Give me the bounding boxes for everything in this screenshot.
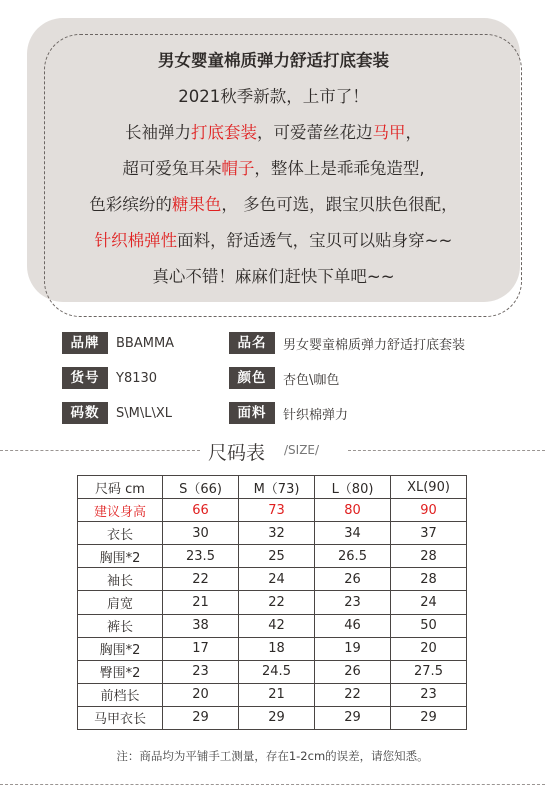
table-cell: 37 <box>391 522 467 545</box>
table-cell: 29 <box>239 706 315 729</box>
table-cell: 29 <box>163 706 239 729</box>
table-cell: 22 <box>239 591 315 614</box>
table-cell: 28 <box>391 568 467 591</box>
table-cell: 24.5 <box>239 660 315 683</box>
table-cell: 34 <box>315 522 391 545</box>
table-cell: 22 <box>315 683 391 706</box>
column-header: S（66) <box>163 476 239 499</box>
table-cell: 20 <box>391 637 467 660</box>
intro-text: 色彩缤纷的 <box>89 195 172 214</box>
table-cell: 21 <box>239 683 315 706</box>
table-row <box>78 614 467 637</box>
spec-brand <box>62 330 174 356</box>
table-cell: 23.5 <box>163 545 239 568</box>
spec-size <box>62 400 172 426</box>
row-label: 马甲衣长 <box>78 706 163 729</box>
table-cell: 29 <box>391 706 467 729</box>
table-cell: 28 <box>391 545 467 568</box>
intro-line <box>27 191 520 227</box>
table-cell: 46 <box>315 614 391 637</box>
intro-line <box>27 119 520 155</box>
table-cell: 23 <box>315 591 391 614</box>
row-label: 裤长 <box>78 614 163 637</box>
size-chart-title: 尺码表 <box>208 442 266 464</box>
spec-sku <box>62 365 157 391</box>
table-cell: 19 <box>315 637 391 660</box>
table-cell: 22 <box>163 568 239 591</box>
table-cell: 18 <box>239 637 315 660</box>
table-cell: 80 <box>315 499 391 522</box>
spec-size-value: S\M\L\XL <box>116 405 172 421</box>
intro-line <box>27 227 520 263</box>
intro-body <box>27 83 520 299</box>
table-cell: 32 <box>239 522 315 545</box>
table-cell: 21 <box>163 591 239 614</box>
intro-text: 长袖弹力 <box>125 123 191 142</box>
spec-size-label: 码数 <box>62 402 108 424</box>
table-cell: 38 <box>163 614 239 637</box>
row-label: 衣长 <box>78 522 163 545</box>
highlight-text: 马甲 <box>372 123 406 142</box>
table-cell: 66 <box>163 499 239 522</box>
intro-text: 真心不错！麻麻们赶快下单吧~~ <box>152 267 395 286</box>
intro-text: ， 多色可选，跟宝贝肤色很配， <box>221 195 458 214</box>
row-label: 臀围*2 <box>78 660 163 683</box>
spec-name-value: 男女婴童棉质弹力舒适打底套装 <box>283 337 466 353</box>
table-cell: 27.5 <box>391 660 467 683</box>
row-label: 胸围*2 <box>78 637 163 660</box>
table-cell: 26.5 <box>315 545 391 568</box>
table-cell: 26 <box>315 660 391 683</box>
table-cell: 17 <box>163 637 239 660</box>
row-label: 袖长 <box>78 568 163 591</box>
table-cell: 23 <box>391 683 467 706</box>
size-table <box>77 475 467 730</box>
header-divider-right <box>348 450 545 451</box>
table-cell: 30 <box>163 522 239 545</box>
table-row <box>78 660 467 683</box>
table-row <box>78 706 467 729</box>
spec-color-label: 颜色 <box>229 367 275 389</box>
table-cell: 73 <box>239 499 315 522</box>
row-label: 胸围*2 <box>78 545 163 568</box>
intro-line <box>27 83 520 119</box>
table-cell: 90 <box>391 499 467 522</box>
table-header-row <box>78 476 467 499</box>
intro-line <box>27 263 520 299</box>
table-cell: 26 <box>315 568 391 591</box>
table-cell: 24 <box>391 591 467 614</box>
spec-fabric-value: 针织棉弹力 <box>283 407 349 423</box>
spec-color <box>229 365 339 391</box>
intro-line <box>27 155 520 191</box>
table-cell: 29 <box>315 706 391 729</box>
spec-fabric-label: 面料 <box>229 402 275 424</box>
spec-fabric <box>229 400 348 426</box>
row-label: 肩宽 <box>78 591 163 614</box>
column-header: M（73) <box>239 476 315 499</box>
table-row <box>78 637 467 660</box>
table-row <box>78 545 467 568</box>
spec-color-value: 杏色\咖色 <box>283 372 340 388</box>
table-cell: 25 <box>239 545 315 568</box>
column-header: L（80) <box>315 476 391 499</box>
intro-text: ，整体上是乖乖兔造型, <box>254 159 425 178</box>
table-cell: 50 <box>391 614 467 637</box>
intro-text: ，可爱蕾丝花边 <box>257 123 373 142</box>
intro-text-block <box>27 47 520 299</box>
spec-brand-label: 品牌 <box>62 332 108 354</box>
intro-text: ， <box>405 123 422 142</box>
row-label: 建议身高 <box>78 499 163 522</box>
table-cell: 20 <box>163 683 239 706</box>
size-chart-header <box>0 438 545 462</box>
table-row <box>78 568 467 591</box>
row-label: 前档长 <box>78 683 163 706</box>
highlight-text: 打底套装 <box>191 123 257 142</box>
highlight-text: 针织棉弹性 <box>94 231 178 250</box>
intro-text: 超可爱兔耳朵 <box>122 159 222 178</box>
column-header: XL(90) <box>391 476 467 499</box>
intro-text: 2021秋季新款，上市了！ <box>178 87 369 106</box>
spec-name-label: 品名 <box>229 332 275 354</box>
spec-name <box>229 330 465 356</box>
table-cell: 24 <box>239 568 315 591</box>
table-row <box>78 591 467 614</box>
spec-sku-value: Y8130 <box>116 370 158 386</box>
spec-sku-label: 货号 <box>62 367 108 389</box>
intro-title: 男女婴童棉质弹力舒适打底套装 <box>158 51 389 70</box>
bottom-divider <box>0 784 545 785</box>
header-divider-left <box>0 450 200 451</box>
intro-text: 面料，舒适透气，宝贝可以贴身穿~~ <box>177 231 453 250</box>
measurement-note: 注：商品均为平铺手工测量，存在1-2cm的误差，请您知悉。 <box>116 749 429 763</box>
column-header: 尺码 cm <box>78 476 163 499</box>
table-row <box>78 683 467 706</box>
table-row <box>78 522 467 545</box>
table-cell: 42 <box>239 614 315 637</box>
highlight-text: 糖果色 <box>171 195 222 214</box>
highlight-text: 帽子 <box>221 159 255 178</box>
size-chart-subtitle: /SIZE/ <box>284 443 320 457</box>
table-cell: 23 <box>163 660 239 683</box>
table-row <box>78 499 467 522</box>
spec-brand-value: BBAMMA <box>116 335 175 351</box>
